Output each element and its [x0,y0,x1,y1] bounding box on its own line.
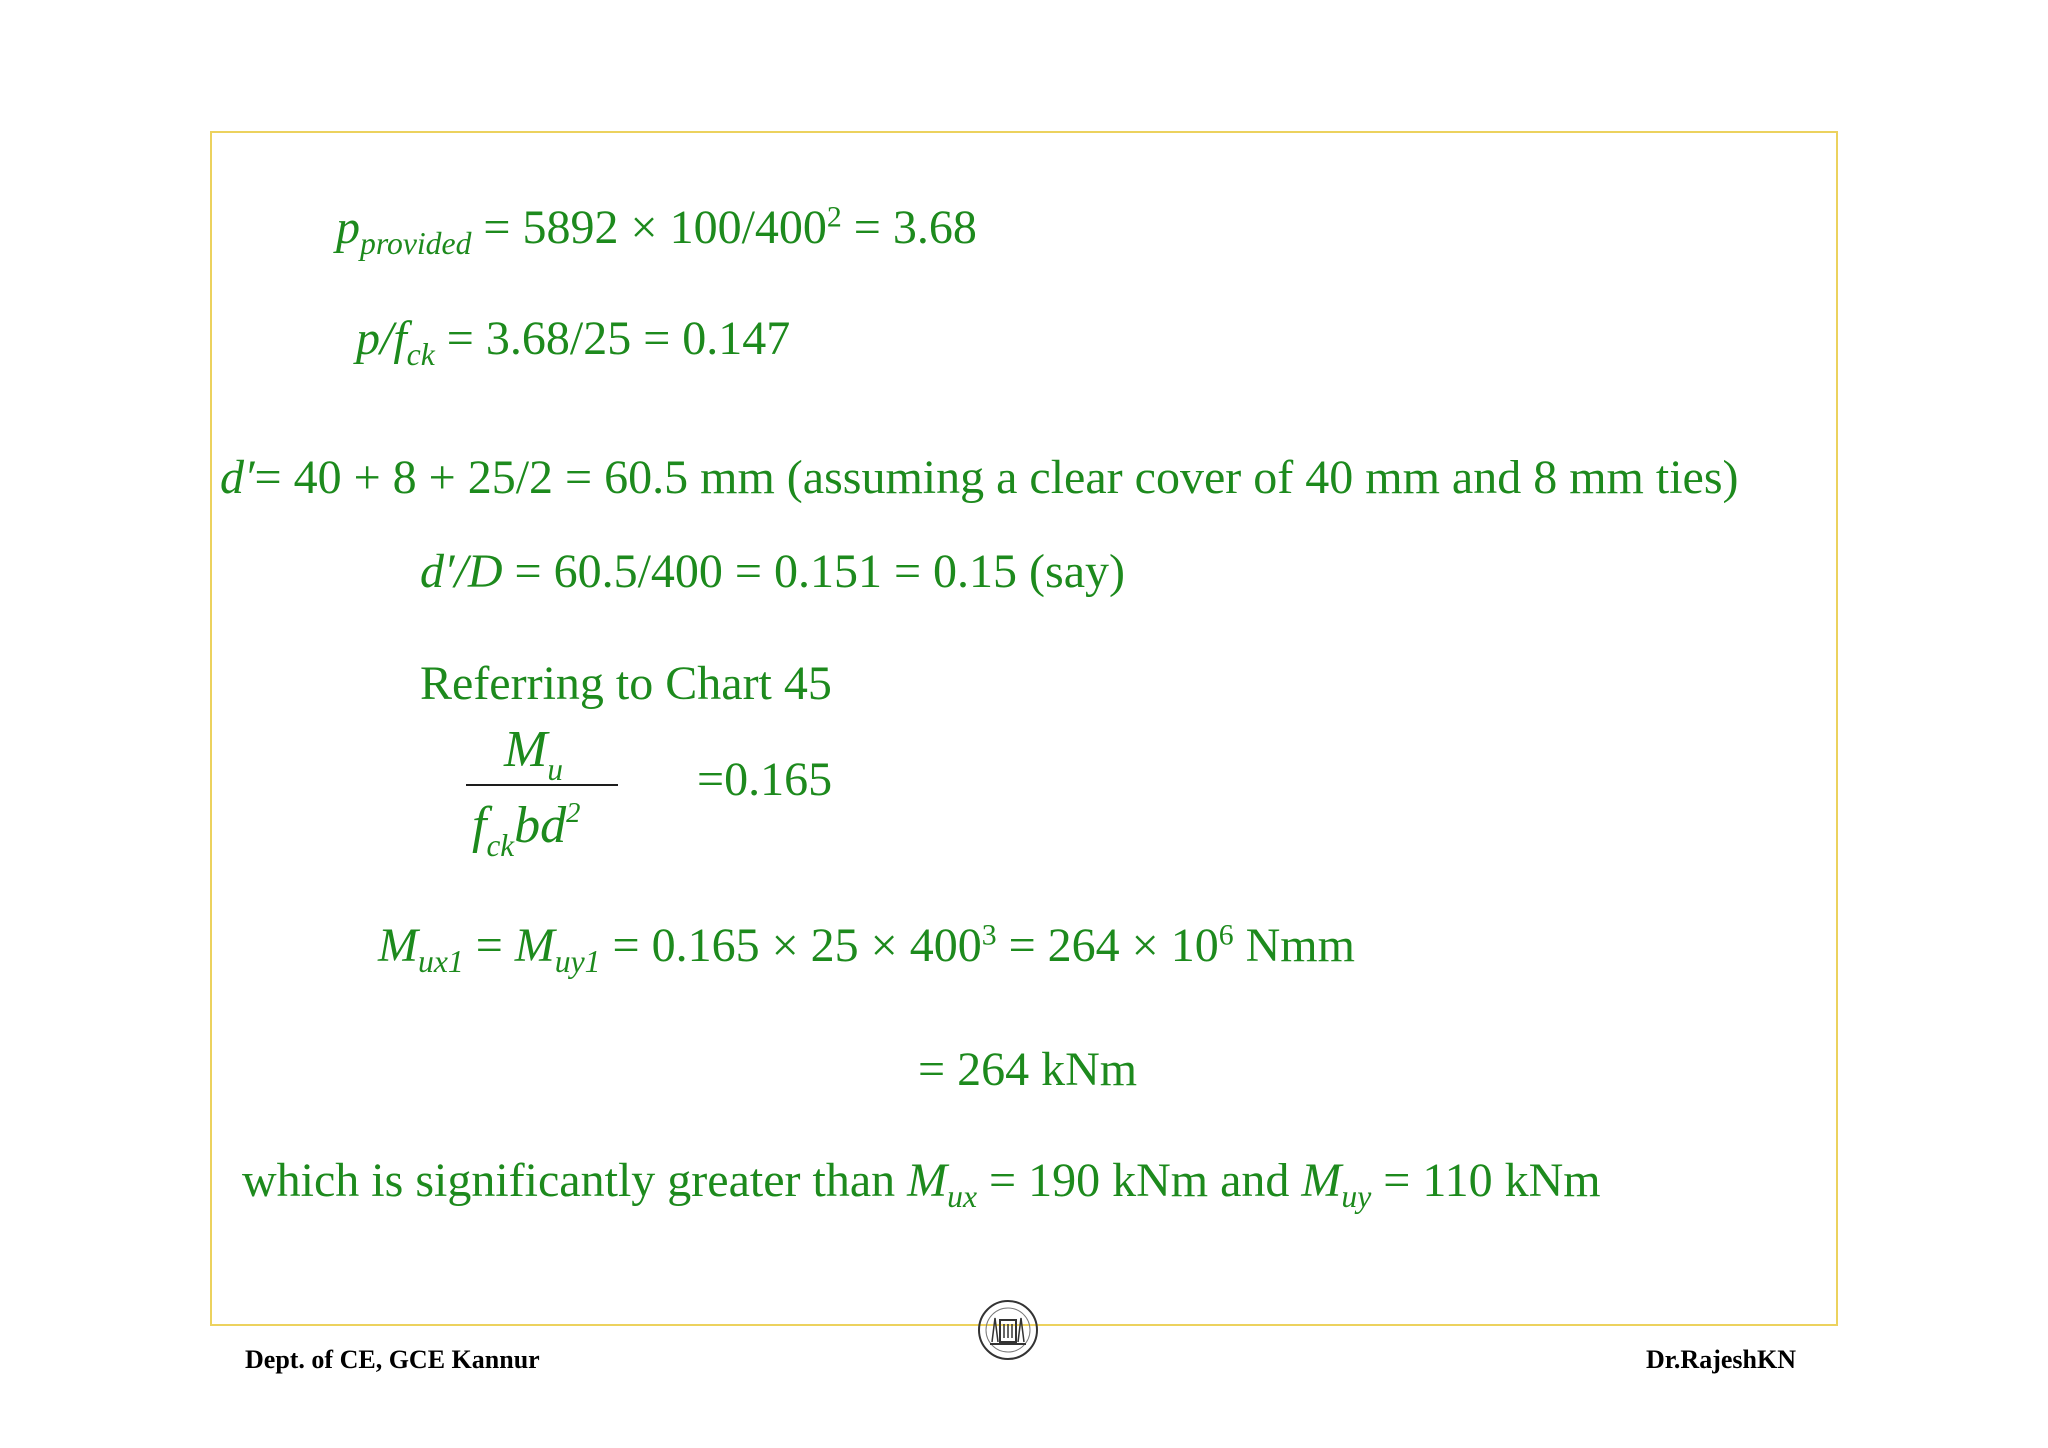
line-d-prime-over-d: d′/D = 60.5/400 = 0.151 = 0.15 (say) [420,545,1125,598]
fraction-value: =0.165 [697,753,833,806]
fraction-numerator: $M_u$ [504,721,563,788]
line-referring-chart: Referring to Chart 45 [420,657,832,710]
line-p-over-fck: $p/f_{ck} = 3.68/25 = 0.147$ [356,312,791,373]
footer-department: Dept. of CE, GCE Kannur [245,1345,540,1374]
fraction-denominator: $f_{ck}bd^2$ [472,797,581,864]
fraction-bar [466,784,618,786]
line-d-prime: d′= 40 + 8 + 25/2 = 60.5 mm (assuming a clear cover of 40 mm and 8 mm ties) [220,451,1739,504]
line-conclusion: which is significantly greater than $M_{ux} = 190$ kNm and $M_{uy} = 110$ kNm [242,1154,1601,1215]
college-emblem-icon [976,1298,1040,1362]
line-p-provided: $p_{provided} = 5892 \times 100/400^2 = 3.68$ [336,200,977,262]
footer-author: Dr.RajeshKN [1646,1345,1796,1374]
slide-frame [210,131,1838,1326]
line-264-knm: = 264 kNm [918,1043,1138,1096]
moment-fraction [462,720,622,870]
line-mux1: $M_{ux1} = M_{uy1} = 0.165 \times 25 \times 400^3 = 264 \times 10^6$ Nmm [378,918,1355,980]
